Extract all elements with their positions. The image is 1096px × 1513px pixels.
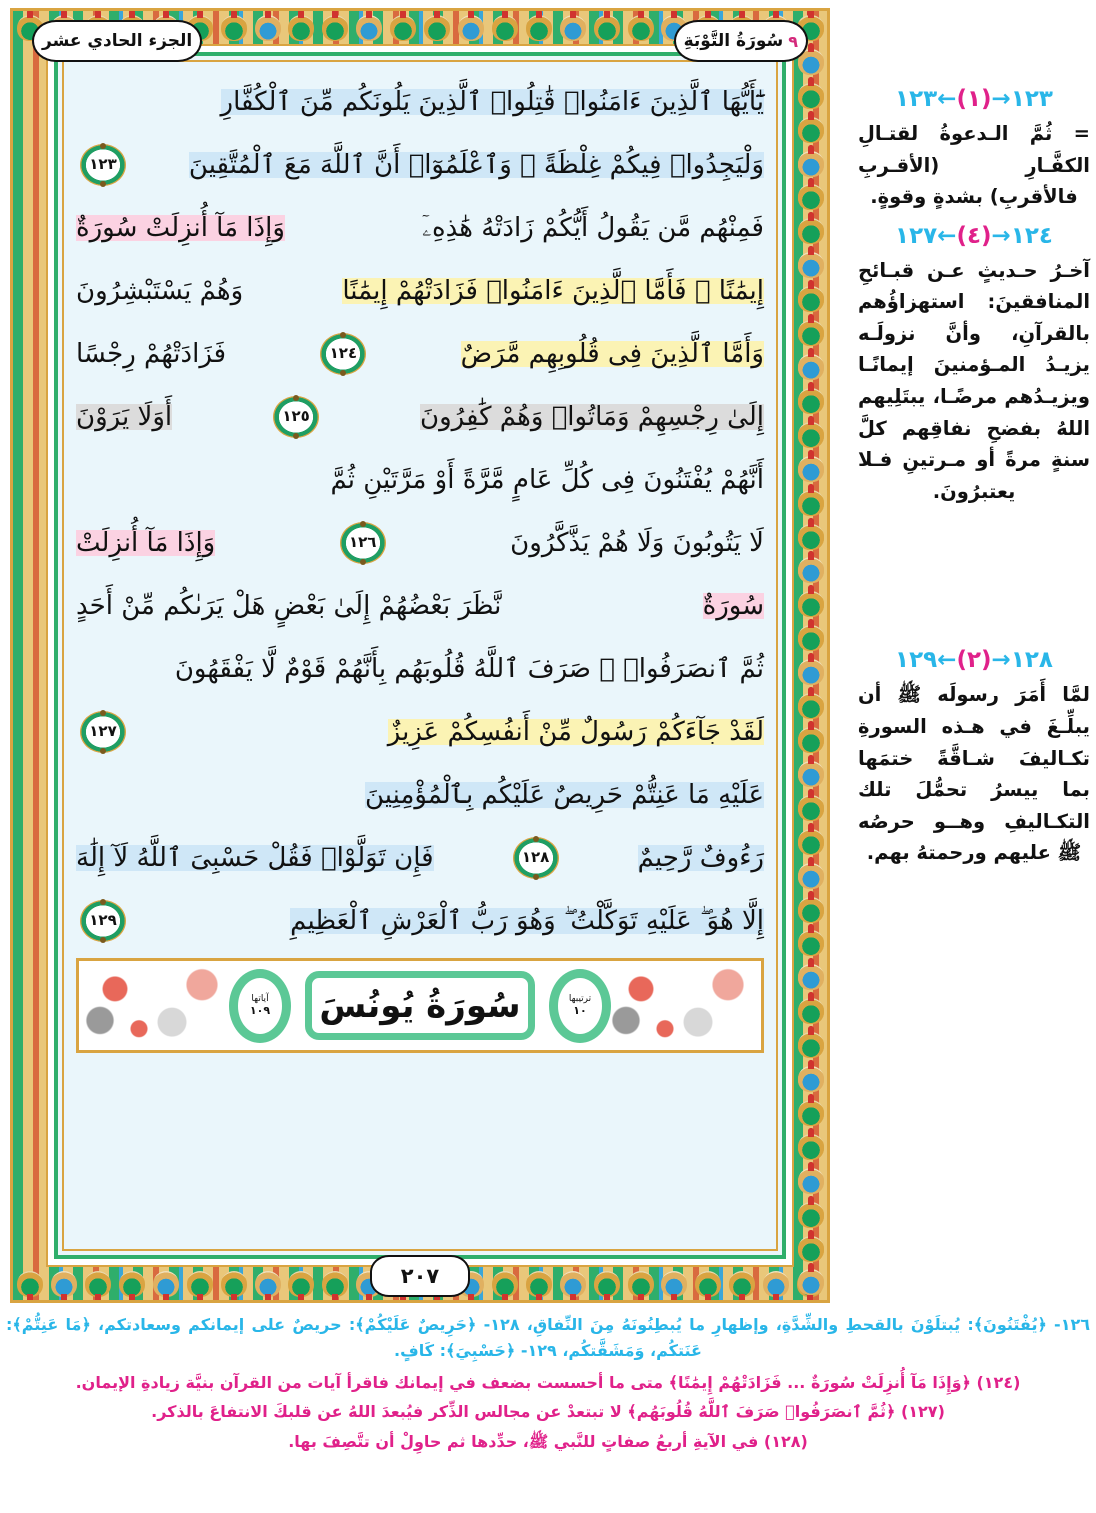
petal-ornament-icon — [798, 727, 824, 753]
petal-ornament-icon — [661, 1271, 687, 1297]
petal-ornament-icon — [798, 456, 824, 482]
petal-ornament-icon — [798, 422, 824, 448]
commentary-block — [858, 223, 1090, 508]
ayah-line — [74, 133, 766, 196]
ayah-line — [74, 511, 766, 574]
petal-ornament-icon — [798, 151, 824, 177]
petal-ornament-icon — [526, 15, 552, 41]
ayah-text-segment: فَمِنْهُم مَّن يَقُولُ أَيُّكُمْ زَادَتْهُ هَٰذِهِۦٓ — [422, 212, 764, 243]
petal-ornament-icon — [798, 524, 824, 550]
petal-ornament-icon — [628, 1271, 654, 1297]
petal-ornament-icon — [798, 659, 824, 685]
footnote-reflection-line: (١٢٧) ﴿ثُمَّ ٱنصَرَفُوا۟ صَرَفَ ٱللَّهُ قُلُوبَهُم﴾ لا تبتعدْ عن مجالس الذِّكر فيُبعدَ اللهُ عن قلبكَ الانتفاعَ بالذكر. — [151, 1402, 945, 1422]
range-count: (١) — [956, 86, 992, 112]
petal-ornament-icon — [798, 83, 824, 109]
commentary-range-header — [858, 223, 1090, 249]
petal-ornament-icon — [798, 863, 824, 889]
commentary-body-text: لمَّا أَمَرَ رسولَه ﷺ أن يبلِّـغَ في هـذه السورةِ تكـاليفَ شـاقَّةً ختمَها بما ييسرُ تحمُّلَ تلك التكـاليفِ وهــو حرصُه ﷺ عليهم ورحمتهُ بهم. — [858, 683, 1090, 865]
ayah-text-segment: أَوَلَا يَرَوْنَ — [76, 401, 173, 432]
ayah-number-medallion: ١٢٨ — [513, 837, 559, 879]
ayah-text-segment: رَءُوفٌ رَّحِيمٌ — [637, 842, 764, 873]
ayah-line — [74, 763, 766, 826]
footnote-glossary-blue: ١٢٦- ﴿يُفْتَنُونَ﴾: يُبتلَوْنَ بالقحطِ والشِّدَّةِ، وإظهارِ ما يُبطِنُونَهُ مِنَ النِّفاقِ، ١٢٨- ﴿حَرِيصٌ عَلَيْكُمْ﴾: حريصٌ على إيمانكم وسعادتكم، ﴿مَا عَنِتُّمْ﴾: عَنَتكُم، وَمَشَقَّتكُم، ١٢٩- ﴿حَسْبِيَ﴾: كَافٍ. — [6, 1315, 1090, 1360]
ayah-text-segment: وَأَمَّا ٱلَّذِينَ فِى قُلُوبِهِم مَّرَضٌ — [460, 338, 764, 369]
ayah-text-segment: فَزَادَتْهُمْ رِجْسًا — [76, 338, 227, 369]
ayah-line — [74, 574, 766, 637]
ayah-text-segment: وَهُمْ يَسْتَبْشِرُونَ — [76, 275, 244, 306]
footnote-reflections-pink — [6, 1370, 1090, 1456]
ayah-line — [74, 700, 766, 763]
border-petal-row-right — [794, 11, 827, 1300]
ayah-text-segment: إِيمَٰنًا ۚ فَأَمَّا ٱلَّذِينَ ءَامَنُوا۟ فَزَادَتْهُمْ إِيمَٰنًا — [342, 275, 764, 306]
petal-ornament-icon — [560, 15, 586, 41]
range-count: (٢) — [956, 647, 992, 674]
range-count: (٤) — [956, 222, 992, 249]
petal-ornament-icon — [798, 1168, 824, 1194]
petal-ornament-icon — [729, 1271, 755, 1297]
surah-order-value: ١٠ — [573, 1004, 587, 1017]
ayah-text-segment: إِلَّا هُوَ ۖ عَلَيْهِ تَوَكَّلْتُ ۖ وَهُوَ رَبُّ ٱلْعَرْشِ ٱلْعَظِيمِ — [290, 905, 764, 936]
arrow-left-icon: ← — [937, 647, 957, 674]
page-number-badge — [370, 1255, 470, 1297]
petal-ornament-icon — [288, 1271, 314, 1297]
petal-ornament-icon — [560, 1271, 586, 1297]
ayah-line — [74, 196, 766, 259]
petal-ornament-icon — [798, 829, 824, 855]
petal-ornament-icon — [798, 761, 824, 787]
petal-ornament-icon — [322, 15, 348, 41]
ayah-count-label: آياتها — [251, 994, 269, 1004]
surah-yunus-title: سُورَةُ يُونُسَ — [319, 985, 521, 1026]
juz-label: الجزء الحادي عشر — [42, 31, 193, 51]
ayah-number-medallion: ١٢٥ — [273, 396, 319, 438]
petal-ornament-icon — [798, 388, 824, 414]
petal-ornament-icon — [390, 15, 416, 41]
banner-order-oval — [549, 969, 611, 1043]
ayah-text-segment: عَلَيْهِ مَا عَنِتُّمْ حَرِيصٌ عَلَيْكُم بِٱلْمُؤْمِنِينَ — [365, 779, 764, 810]
arrow-left-icon: ← — [937, 86, 957, 112]
petal-ornament-icon — [798, 897, 824, 923]
footnote-reflection-line: (١٢٤) ﴿وَإِذَا مَآ أُنزِلَتْ سُورَةٌ ... فَزَادَتْهُمْ إِيمَٰنًا﴾ متى ما أحسست بضعف في إيمانك فاقرأ آيات من القرآن بنيَّة زيادةِ الإيمان. — [75, 1372, 1021, 1392]
petal-ornament-icon — [594, 1271, 620, 1297]
sidebar-blocks-container — [858, 86, 1090, 869]
petal-ornament-icon — [798, 557, 824, 583]
range-start: ١٢٣ — [1010, 86, 1053, 112]
ayah-line — [74, 826, 766, 889]
ayah-line — [74, 637, 766, 700]
ayah-text-segment: أَنَّهُمْ يُفْتَنُونَ فِى كُلِّ عَامٍ مَّرَّةً أَوْ مَرَّتَيْنِ ثُمَّ — [330, 464, 764, 495]
petal-ornament-icon — [424, 15, 450, 41]
arrow-right-icon: → — [991, 647, 1011, 674]
petal-ornament-icon — [628, 15, 654, 41]
ayah-line — [74, 322, 766, 385]
petal-ornament-icon — [221, 1271, 247, 1297]
petal-ornament-icon — [798, 930, 824, 956]
petal-ornament-icon — [798, 354, 824, 380]
petal-ornament-icon — [288, 15, 314, 41]
petal-ornament-icon — [798, 1134, 824, 1160]
commentary-block — [858, 647, 1090, 868]
banner-ornament-left — [82, 964, 232, 1047]
ayah-number-medallion: ١٢٧ — [80, 711, 126, 753]
ayah-number-medallion: ١٢٩ — [80, 900, 126, 942]
petal-ornament-icon — [51, 1271, 77, 1297]
ayah-text-segment: فَإِن تَوَلَّوْا۟ فَقُلْ حَسْبِىَ ٱللَّهُ لَآ إِلَٰهَ — [76, 842, 434, 873]
banner-title-plaque — [305, 971, 535, 1040]
commentary-range-header — [858, 86, 1090, 112]
range-end: ١٢٩ — [895, 647, 938, 674]
petal-ornament-icon — [255, 1271, 281, 1297]
commentary-sidebar — [858, 86, 1090, 879]
petal-ornament-icon — [798, 1100, 824, 1126]
petal-ornament-icon — [798, 1236, 824, 1262]
petal-ornament-icon — [798, 693, 824, 719]
ayah-line — [74, 385, 766, 448]
sidebar-spacer — [858, 517, 1090, 647]
petal-ornament-icon — [798, 218, 824, 244]
petal-ornament-icon — [458, 15, 484, 41]
commentary-range-header — [858, 647, 1090, 673]
petal-ornament-icon — [798, 117, 824, 143]
petal-ornament-icon — [798, 1066, 824, 1092]
commentary-body-text: = ثُمَّ الـدعوةُ لقتـالِ الكفَّـارِ (الأقـربِ فالأقربِ) بشدةٍ وقوةٍ. — [858, 122, 1090, 209]
surah-number: ٩ — [788, 31, 798, 51]
ayah-line — [74, 889, 766, 952]
ayah-line — [74, 448, 766, 511]
petal-ornament-icon — [153, 1271, 179, 1297]
arrow-left-icon: ← — [937, 222, 957, 249]
commentary-body-text: آخـرُ حـديثٍ عـن قبـائحِ المنافقينَ: استهزاؤُهم بالقرآنِ، وأنَّ نزولَـه يزيـدُ المـؤمنينَ إيمانًـا ويزيـدُهم مرضًـا، يبتَلِيهم اللهُ بفضحِ نفاقِهم كلَّ سنةٍ مرةً أو مـرتينِ فـلا يعتبرُونَ. — [858, 258, 1090, 503]
ayah-text-segment: إِلَىٰ رِجْسِهِمْ وَمَاتُوا۟ وَهُمْ كَٰفِرُونَ — [420, 401, 764, 432]
petal-ornament-icon — [119, 1271, 145, 1297]
petal-ornament-icon — [221, 15, 247, 41]
petal-ornament-icon — [763, 1271, 789, 1297]
petal-ornament-icon — [187, 1271, 213, 1297]
surah-name-label: سُورَةُ التَّوْبَةِ — [683, 31, 784, 51]
petal-ornament-icon — [798, 184, 824, 210]
petal-ornament-icon — [798, 998, 824, 1024]
petal-ornament-icon — [798, 964, 824, 990]
arrow-right-icon: → — [991, 86, 1011, 112]
petal-ornament-icon — [798, 286, 824, 312]
ayah-text-segment: لَقَدْ جَآءَكُمْ رَسُولٌ مِّنْ أَنفُسِكُمْ عَزِيزٌ — [387, 716, 764, 747]
ayah-text-segment: وَلْيَجِدُوا۟ فِيكُمْ غِلْظَةً ۚ وَٱعْلَمُوٓا۟ أَنَّ ٱللَّهَ مَعَ ٱلْمُتَّقِينَ — [188, 149, 764, 180]
petal-ornament-icon — [798, 252, 824, 278]
footnotes-area — [6, 1312, 1090, 1458]
banner-ayah-count-oval — [229, 969, 291, 1043]
petal-ornament-icon — [798, 490, 824, 516]
petal-ornament-icon — [526, 1271, 552, 1297]
arrow-right-icon: → — [991, 222, 1011, 249]
petal-ornament-icon — [798, 591, 824, 617]
petal-ornament-icon — [17, 1271, 43, 1297]
petal-ornament-icon — [492, 1271, 518, 1297]
range-start: ١٢٨ — [1010, 647, 1053, 674]
page-number-value: ٢٠٧ — [400, 1264, 440, 1288]
range-end: ١٢٧ — [895, 222, 938, 249]
ayah-text-segment: لَا يَتُوبُونَ وَلَا هُمْ يَذَّكَّرُونَ — [510, 527, 764, 558]
petal-ornament-icon — [798, 320, 824, 346]
footnote-reflection-line: (١٢٨) في الآيةِ أربعُ صفاتٍ للنَّبي ﷺ، حدِّدها ثم حاوِلْ أن تتَّصِفَ بها. — [288, 1431, 808, 1451]
ayah-text-segment: ثُمَّ ٱنصَرَفُوا۟ ۚ صَرَفَ ٱللَّهُ قُلُوبَهُم بِأَنَّهُمْ قَوْمٌ لَّا يَفْقَهُونَ — [174, 653, 764, 684]
petal-ornament-icon — [798, 1202, 824, 1228]
ayah-text-segment: سُورَةٌ — [702, 590, 764, 621]
surah-yunus-banner — [76, 958, 764, 1053]
petal-ornament-icon — [255, 15, 281, 41]
ayah-line — [74, 70, 766, 133]
banner-ornament-right — [608, 964, 758, 1047]
juz-cartouche — [32, 20, 202, 62]
petal-ornament-icon — [798, 625, 824, 651]
range-end: ١٢٣ — [895, 86, 938, 112]
ayah-count-value: ١٠٩ — [249, 1004, 271, 1017]
surah-name-cartouche — [674, 20, 808, 62]
petal-ornament-icon — [594, 15, 620, 41]
ayah-number-medallion: ١٢٤ — [320, 333, 366, 375]
mushaf-panel — [10, 8, 830, 1303]
ayah-text-area — [66, 64, 774, 1247]
petal-ornament-icon — [492, 15, 518, 41]
petal-ornament-icon — [798, 1032, 824, 1058]
ayah-line — [74, 259, 766, 322]
petal-ornament-icon — [798, 1269, 824, 1295]
surah-order-label: ترتيبها — [568, 994, 592, 1004]
ayah-lines-container — [74, 70, 766, 952]
ayah-number-medallion: ١٢٦ — [340, 522, 386, 564]
range-start: ١٢٤ — [1010, 222, 1053, 249]
petal-ornament-icon — [322, 1271, 348, 1297]
ayah-text-segment: وَإِذَا مَآ أُنزِلَتْ — [76, 527, 216, 558]
petal-ornament-icon — [695, 1271, 721, 1297]
commentary-block — [858, 86, 1090, 213]
ayah-number-medallion: ١٢٣ — [80, 144, 126, 186]
petal-ornament-icon — [85, 1271, 111, 1297]
ayah-text-segment: نَّظَرَ بَعْضُهُمْ إِلَىٰ بَعْضٍ هَلْ يَرَىٰكُم مِّنْ أَحَدٍ — [76, 590, 502, 621]
ayah-text-segment: يَٰٓأَيُّهَا ٱلَّذِينَ ءَامَنُوا۟ قَٰتِلُوا۟ ٱلَّذِينَ يَلُونَكُم مِّنَ ٱلْكُفَّارِ — [220, 86, 764, 117]
ayah-text-segment: وَإِذَا مَآ أُنزِلَتْ سُورَةٌ — [76, 212, 285, 243]
petal-ornament-icon — [356, 15, 382, 41]
petal-ornament-icon — [798, 795, 824, 821]
